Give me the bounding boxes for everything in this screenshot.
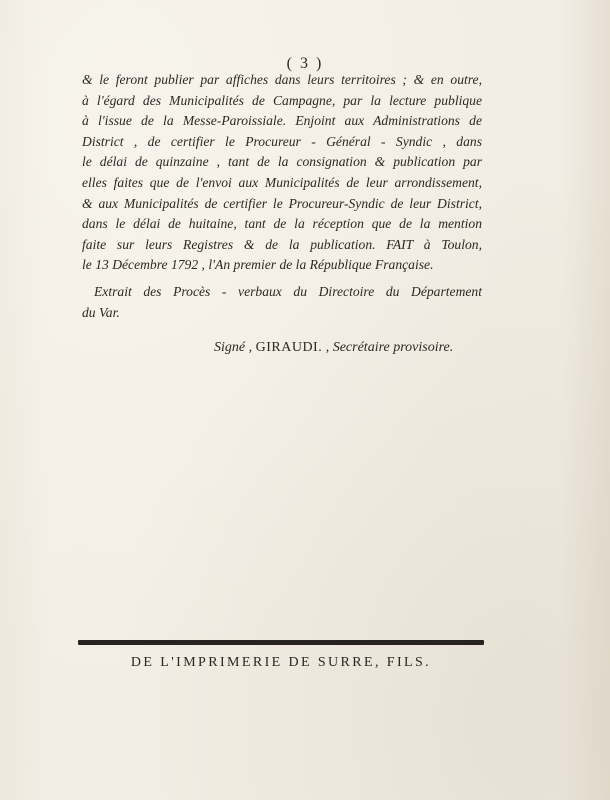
decree-line: le 13 Décembre 1792 , l'An premier de la République Française.: [82, 257, 434, 273]
signatory-title: , Secrétaire provisoire.: [322, 340, 454, 355]
decree-line: District , de certifier le Procureur - Général - Syndic , dans: [82, 133, 482, 149]
printer-imprint: DE L'IMPRIMERIE DE SURRE, FILS.: [130, 655, 432, 670]
page-number: ( 3 ): [286, 55, 324, 72]
decree-line: à l'égard des Municipalités de Campagne, par la lecture publique: [82, 92, 482, 108]
decree-line: à l'issue de la Messe-Paroissiale. Enjoint aux Administrations de: [82, 113, 482, 129]
decree-line: le délai de quinzaine , tant de la consignation & publication par: [82, 154, 482, 170]
extract-line: Extrait des Procès - verbaux du Directoire du Département: [94, 284, 482, 299]
decree-line: & le feront publier par affiches dans leurs territoires ; & en outre,: [82, 72, 482, 87]
signature-prefix: Signé ,: [214, 340, 256, 355]
decree-line: dans le délai de huitaine, tant de la réception que de la mention: [82, 216, 482, 232]
signatory-name: GIRAUDI.: [255, 340, 323, 355]
divider-rule: [78, 640, 484, 645]
signature-line: [214, 340, 453, 356]
decree-line: faite sur leurs Registres & de la publication. FAIT à Toulon,: [82, 236, 482, 252]
extract-note: [82, 282, 482, 323]
decree-line: & aux Municipalités de certifier le Procureur-Syndic de leur District,: [82, 195, 482, 211]
decree-line: elles faites que de l'envoi aux Municipalités de leur arrondissement,: [82, 174, 482, 190]
extract-line: du Var.: [82, 304, 120, 320]
decree-paragraph: [82, 70, 482, 276]
